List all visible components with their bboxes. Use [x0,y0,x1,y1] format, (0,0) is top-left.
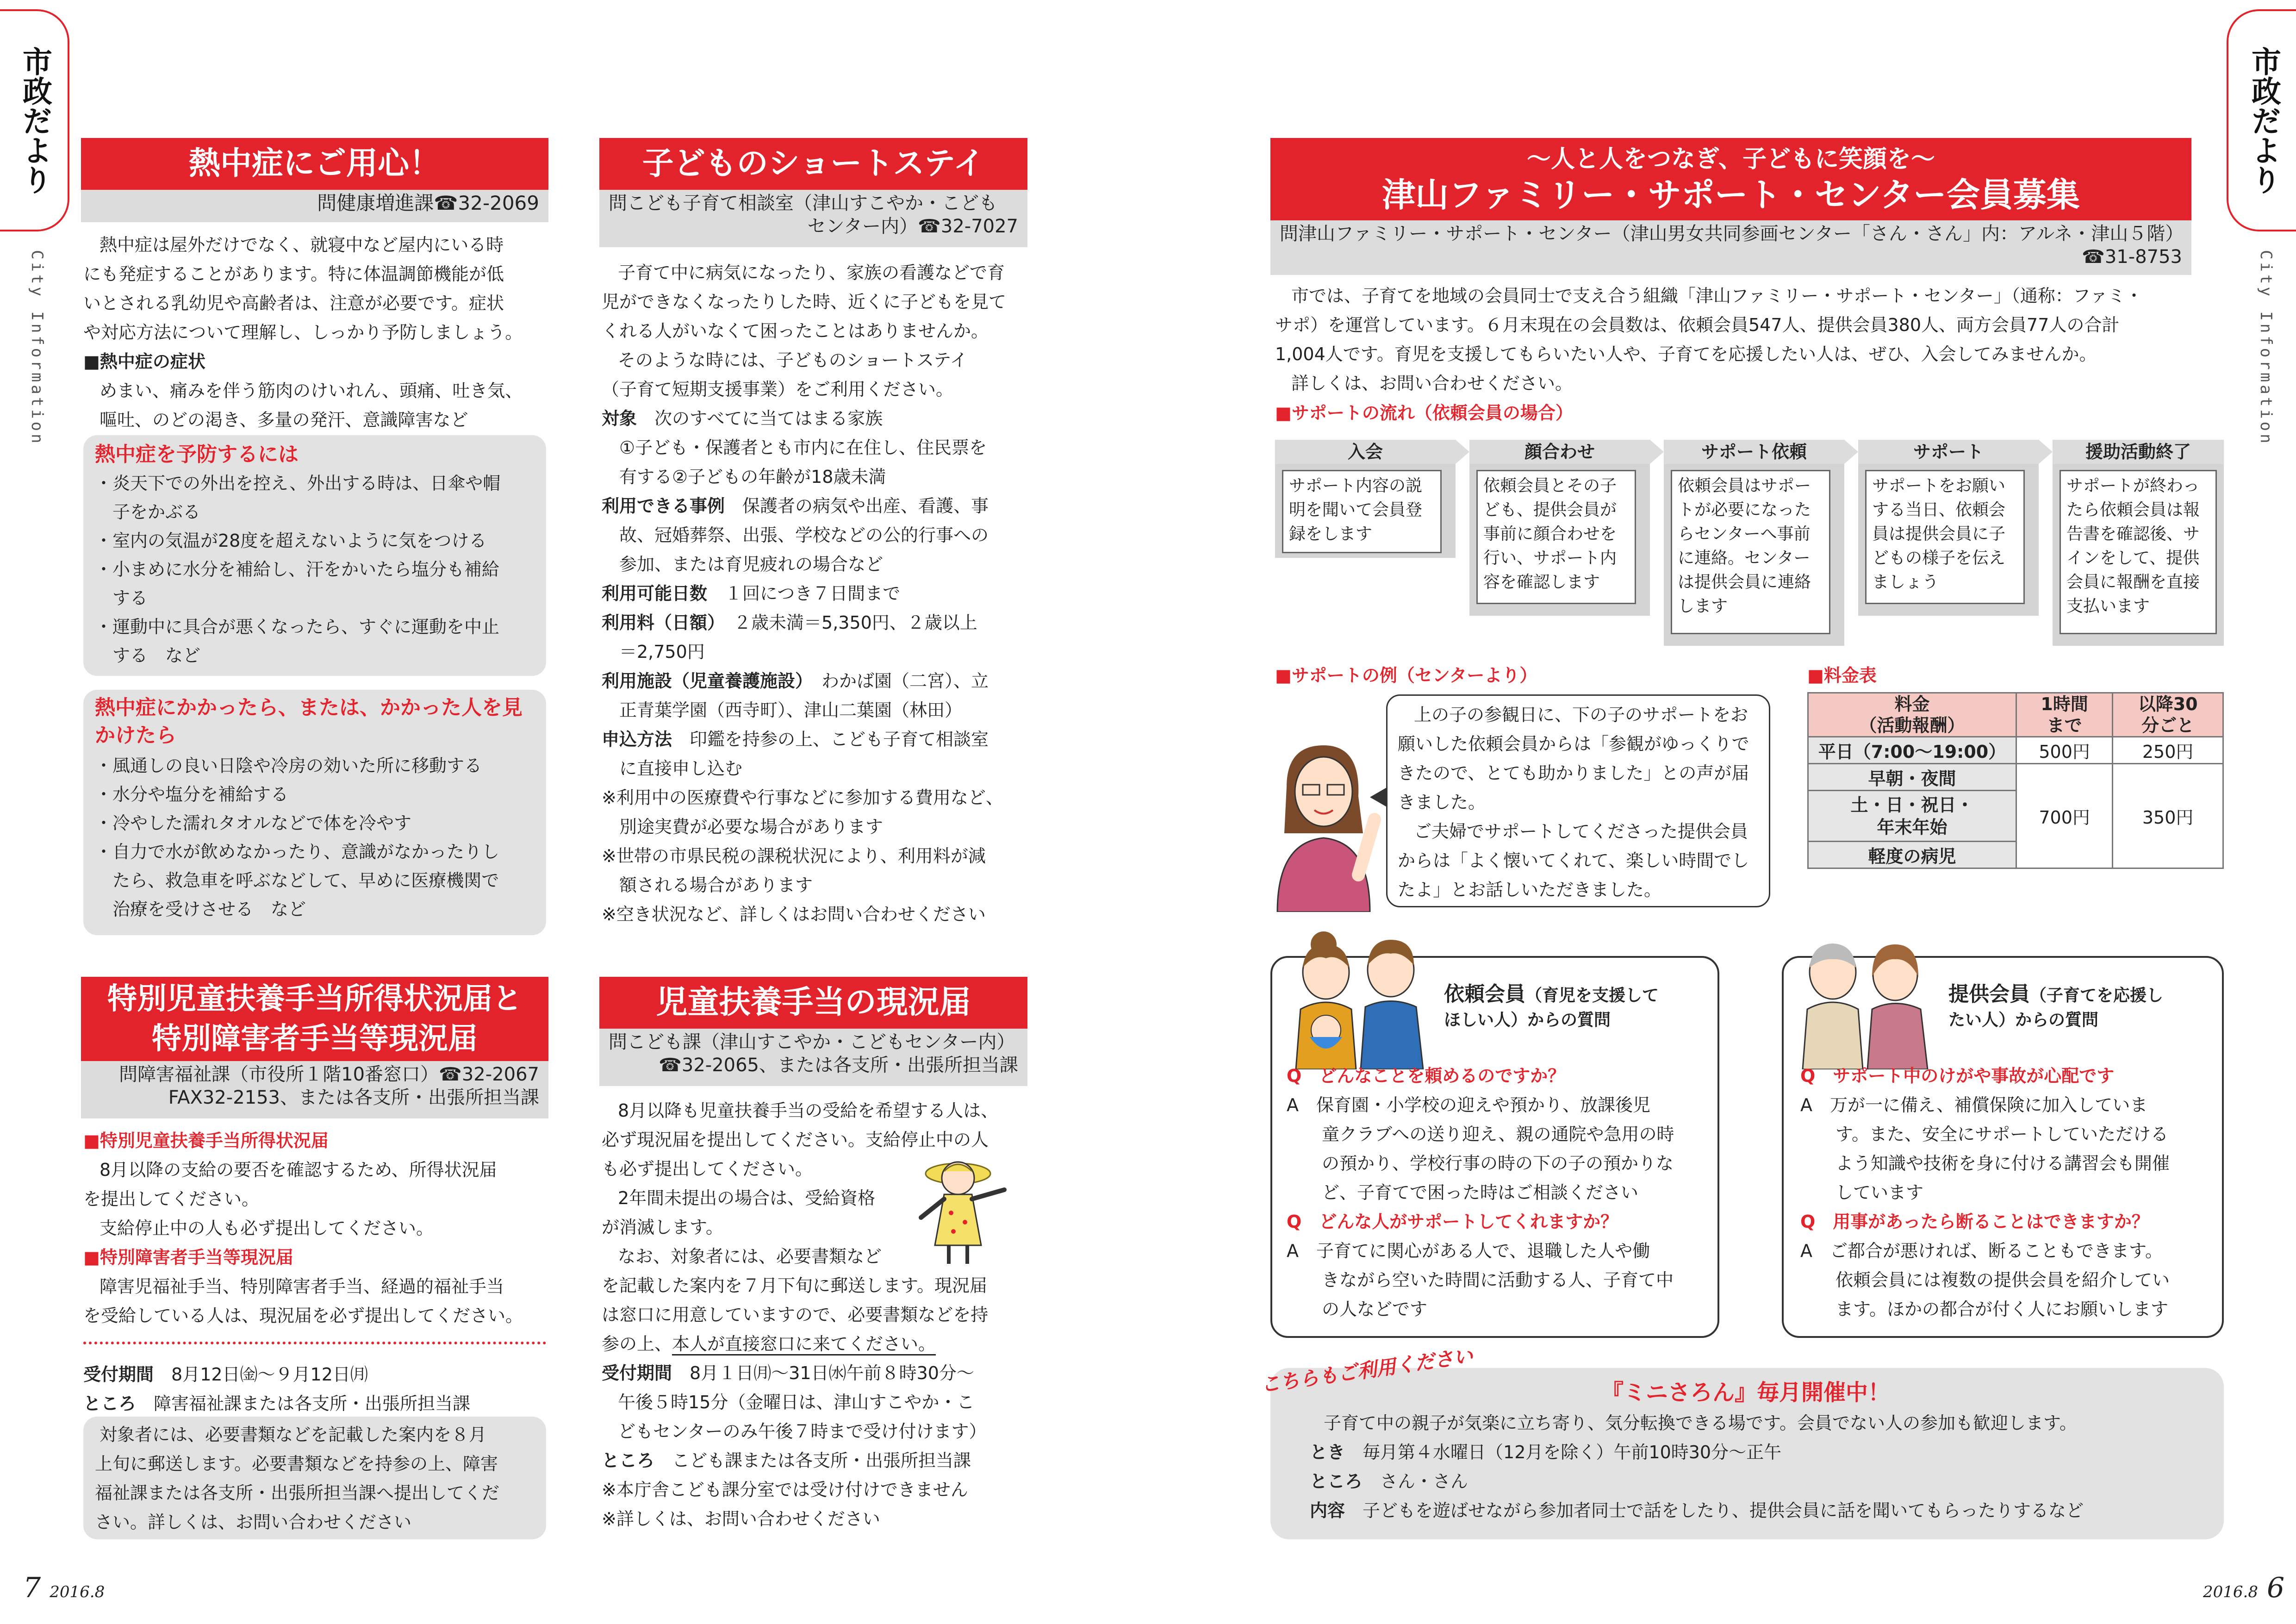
flow-step-box: サポート内容の説 明を聞いて会員登 録をします [1282,470,1442,553]
child-allowance-note: ※詳しくは、お問い合わせください [602,1509,880,1529]
special-period: 受付期間 8月12日㈮～９月12日㈪ [83,1364,368,1385]
heat-symptoms-heading: ■熱中症の症状 [83,351,205,372]
heat-firstaid-line: 治療を受けさせる など [95,899,306,919]
child-allowance-title: 児童扶養手当の現況届 [599,977,1027,1029]
flow-step-box: サポートが終わっ たら依頼会員は報 告書を確認後、サ インをして、提供 会員に報酬を直接 支払います [2060,470,2217,634]
heat-prevention-line: ・炎天下での外出を控え、外出する時は、日傘や帽 [95,473,501,493]
heat-firstaid-line: たら、救急車を呼ぶなどして、早めに医療機関で [95,870,499,891]
special-section1-line: 支給停止中の人も必ず提出してください。 [100,1218,434,1238]
heat-prevention-line: 子をかぶる [95,502,201,522]
special-contact: 問障害福祉課（市役所１階10番窓口）☎32-2067 FAX32-2153、または各支所・出張所担当課 [81,1061,548,1118]
page-number-right: 2016.8 6 [2203,1572,2285,1604]
heat-prevention-line: ・小まめに水分を補給し、汗をかいたら塩分も補給 [95,559,500,580]
heat-firstaid-heading: 熱中症にかかったら、または、かかった人を見 [95,696,523,719]
child-allowance-contact: 問こども課（津山すこやか・こどもセンター内） ☎32-2065、または各支所・出張所担当課 [599,1029,1027,1086]
child-allowance-note: ※本庁舎こども課分室では受け付けできません [602,1480,968,1500]
provider-qa-title: 提供会員（子育てを応援し [1948,982,2164,1006]
special-section1-line: 8月以降の支給の要否を確認するため、所得状況届 [100,1160,497,1180]
flow-step-header: 入会 [1275,440,1456,464]
heat-firstaid-heading: かけたら [95,724,176,747]
special-note-line: さい。詳しくは、お問い合わせください [95,1512,412,1532]
child-allowance-period-line: どもセンターのみ午後７時まで受け付けます） [618,1421,987,1442]
heat-prevention-heading: 熱中症を予防するには [95,443,299,466]
side-title-left: 市政だより [18,46,52,194]
special-note-line: 上旬に郵送します。必要書類などを持参の上、障害 [95,1454,498,1474]
woman-illustration [1259,727,1388,912]
special-divider [83,1342,546,1344]
special-note-line: 福祉課または各支所・出張所担当課へ提出してくだ [95,1483,500,1503]
girl-illustration [907,1153,1018,1268]
flow-heading: ■サポートの流れ（依頼会員の場合） [1275,403,1573,423]
child-allowance-place: ところ こども課または各支所・出張所担当課 [602,1450,971,1471]
fee-table: 料金 （活動報酬） 1時間 まで 以降30 分ごと 平日（7:00～19:00） 500円 250円 早朝・夜間 700円 350円 土・日・祝日・ 年末年始 軽度の病児 [1807,692,2224,869]
special-title: 特別児童扶養手当所得状況届と 特別障害者手当等現況届 [81,977,548,1061]
parents-illustration [1287,926,1430,1069]
heat-firstaid-line: ・水分や塩分を補給する [95,784,289,805]
heat-symptoms-line: 嘔吐、のどの渇き、多量の発汗、意識障害など [100,410,468,430]
special-section1-line: を提出してください。 [83,1189,260,1209]
flow-step-header: サポート [1858,440,2039,464]
mini-salon-place: ところ さん・さん [1310,1471,1468,1492]
example-heading: ■サポートの例（センターより） [1275,665,1537,686]
special-section2-heading: ■特別障害者手当等現況届 [83,1247,293,1268]
page-number-left: 7 2016.8 [23,1572,105,1604]
heat-symptoms-line: めまい、痛みを伴う筋肉のけいれん、頭痛、吐き気、 [100,381,523,401]
seniors-illustration [1796,926,1935,1069]
shortstay-contact: 問こども子育て相談室（津山すこやか・こども センター内）☎32-7027 [599,190,1027,247]
heat-prevention-line: する [95,588,148,608]
family-contact: 問津山ファミリー・サポート・センター（津山男女共同参画センター「さん・さん」内：アルネ・津山５階） ☎31-8753 [1270,220,2191,275]
mini-salon-when: とき 毎月第４水曜日（12月を除く）午前10時30分～正午 [1310,1442,1782,1462]
side-sub-right: City Information [2257,250,2275,446]
flow-step-box: 依頼会員はサポー トが必要になった らセンターへ事前 に連絡。センター は提供会員に連絡 します [1671,470,1830,634]
flow-step-header: サポート依頼 [1664,440,1844,464]
side-title-right: 市政だより [2246,46,2281,194]
shortstay-title: 子どものショートステイ [599,138,1027,190]
heat-prevention-line: ・室内の気温が28度を超えないように気をつける [95,531,487,551]
requester-qa-title: 依頼会員（育児を支援して [1444,982,1659,1006]
heat-prevention-line: ・運動中に具合が悪くなったら、すぐに運動を中止 [95,617,500,637]
heat-prevention-line: する など [95,645,201,666]
flow-step-header: 顔合わせ [1469,440,1650,464]
bubble-tail [1370,787,1388,807]
flow-step-header: 援助活動終了 [2053,440,2224,464]
mini-salon-content: 内容 子どもを遊ばせながら参加者同士で話をしたり、提供会員に話を聞いてもらったりするなど [1310,1500,2084,1521]
special-section2-line: 障害児福祉手当、特別障害者手当、経過的福祉手当 [100,1276,504,1297]
heat-firstaid-line: ・風通しの良い日陰や冷房の効いた所に移動する [95,756,482,776]
fee-heading: ■料金表 [1807,665,1877,686]
heat-firstaid-line: ・冷やした濡れタオルなどで体を冷やす [95,813,412,833]
flow-step-box: サポートをお願い する当日、依頼会 員は提供会員に子 どもの様子を伝え ましょう [1865,470,2025,604]
heat-prevention-box [83,435,546,676]
special-note-line: 対象者には、必要書類などを記載した案内を８月 [100,1424,487,1445]
mini-salon-title: 『ミニさろん』毎月開催中！ [1601,1380,1891,1405]
flow-step-box: 依頼会員とその子 ども、提供会員が 事前に顔合わせを 行い、サポート内 容を確認します [1476,470,1636,604]
special-section1-heading: ■特別児童扶養手当所得状況届 [83,1131,329,1151]
mini-salon-intro: 子育て中の親子が気楽に立ち寄り、気分転換できる場です。会員でない人の参加も歓迎します。 [1324,1413,2077,1433]
heat-firstaid-line: ・自力で水が飲めなかったり、意識がなかったりし [95,842,500,862]
provider-qa-title-sub: たい人）からの質問 [1948,1011,2099,1030]
heat-contact: 問健康増進課☎32-2069 [81,190,548,222]
mini-salon-tag: こちらもご利用ください [1259,1344,1475,1397]
special-place: ところ 障害福祉課または各支所・出張所担当課 [83,1393,471,1414]
special-section2-line: を受給している人は、現況届を必ず提出してください。 [83,1305,523,1326]
family-title: ～人と人をつなぎ、子どもに笑顔を～ 津山ファミリー・サポート・センター会員募集 [1270,138,2191,220]
requester-qa-title-sub: ほしい人）からの質問 [1444,1011,1611,1030]
heat-title: 熱中症にご用心！ [81,138,548,190]
side-sub-left: City Information [28,250,46,446]
child-allowance-period: 受付期間 8月１日㈪～31日㈬午前８時30分～ [602,1363,974,1383]
child-allowance-period-line: 午後５時15分（金曜日は、津山すこやか・こ [618,1392,975,1412]
